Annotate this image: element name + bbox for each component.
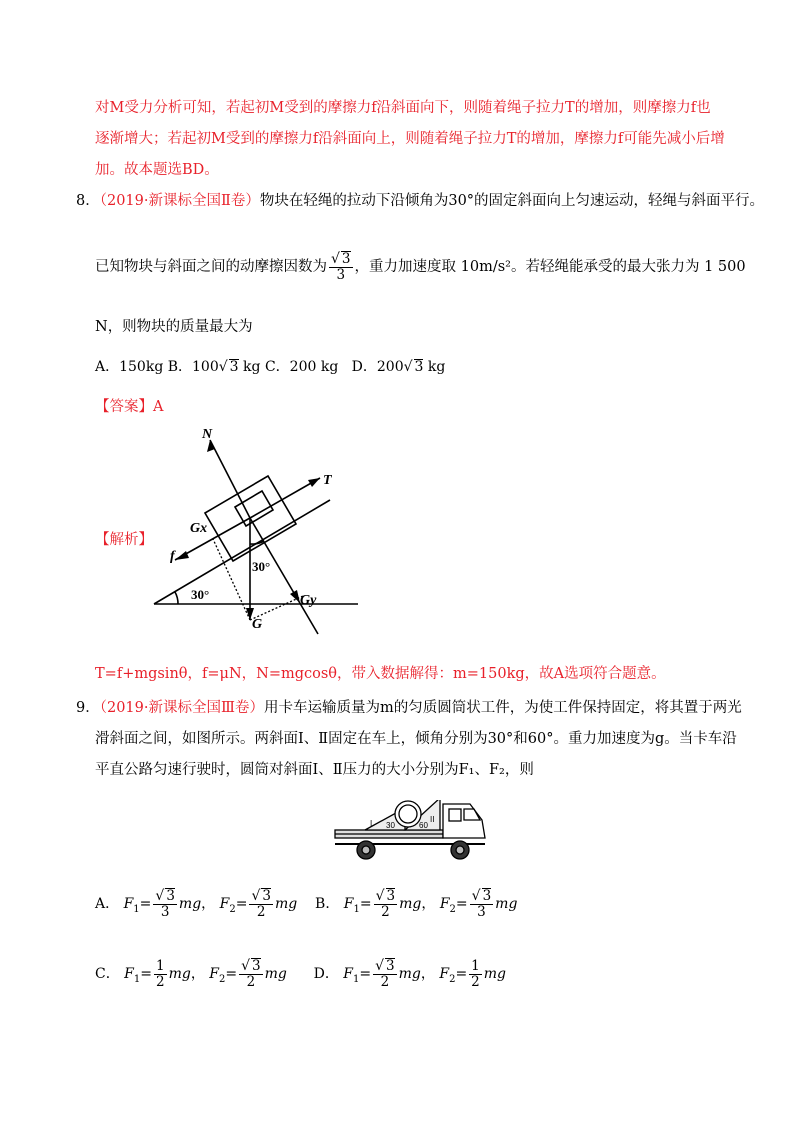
question-text: 用卡车运输质量为m的匀质圆筒状工件，为使工件保持固定，将其置于两光 bbox=[263, 700, 742, 716]
question-text: 已知物块与斜面之间的动摩擦因数为 bbox=[95, 259, 327, 275]
question-8-options bbox=[95, 356, 445, 376]
label-incline-i: I bbox=[370, 819, 373, 828]
option-a: A．150kg bbox=[95, 359, 164, 375]
question-text: 物块在轻绳的拉动下沿倾角为30°的固定斜面向上匀速运动，轻绳与斜面平行。 bbox=[259, 193, 765, 209]
answer-label: 【答案】A bbox=[95, 399, 164, 415]
tension-arrowhead bbox=[308, 478, 320, 487]
option-b: B．100√ 3 kg bbox=[167, 359, 261, 375]
option-d: D． $F_1=$ $\frac{√ 3}{2}$ mg， $F_2=$ $\frac{1}{2}$ mg bbox=[313, 957, 507, 990]
label-f: f bbox=[170, 549, 175, 564]
fraction-denominator: 3 bbox=[336, 267, 346, 283]
label-angle-60: 60 bbox=[419, 821, 428, 830]
solution-line: T=f+mgsinθ，f=μN，N=mgcosθ，带入数据解得：m=150kg，故A选项符合题意。 bbox=[95, 666, 666, 682]
prev-analysis-line3: 加。故本题选BD。 bbox=[95, 162, 219, 178]
friction-arrowhead bbox=[175, 551, 189, 560]
question-9-options-cd bbox=[95, 958, 506, 990]
analysis-label: 【解析】 bbox=[95, 532, 153, 548]
question-source: （2019·新课标全国Ⅲ卷） bbox=[99, 700, 264, 716]
label-n: N bbox=[202, 427, 213, 442]
question-9-line1 bbox=[76, 698, 742, 718]
question-9-line2: 滑斜面之间，如图所示。两斜面Ⅰ、Ⅱ固定在车上，倾角分别为30°和60°。重力加速度为g。当卡车沿 bbox=[95, 731, 737, 747]
question-number: 9． bbox=[76, 700, 100, 716]
label-angle-30: 30 bbox=[386, 821, 395, 830]
incline-line bbox=[154, 500, 330, 604]
label-angle-gravity: 30° bbox=[252, 559, 271, 574]
label-g: G bbox=[252, 617, 263, 632]
angle-arc-incline bbox=[175, 592, 178, 604]
label-incline-ii: II bbox=[430, 815, 435, 824]
option-b: B． $F_1=$ $\frac{√ 3}{2}$ mg， $F_2=$ $\frac{√ 3}{3}$ mg bbox=[315, 888, 518, 920]
prev-analysis-line1: 对M受力分析可知，若起初M受到的摩擦力f沿斜面向下，则随着绳子拉力T的增加，则摩擦力f也 bbox=[95, 100, 711, 116]
question-9-line3: 平直公路匀速行驶时，圆筒对斜面Ⅰ、Ⅱ压力的大小分别为F₁、F₂，则 bbox=[95, 762, 534, 778]
option-d: D．200√ 3 kg bbox=[351, 359, 446, 375]
fraction-sqrt3-over-3: $\frac{√ 3}{3}$ bbox=[331, 251, 351, 283]
prev-analysis-line2: 逐渐增大；若起初M受到的摩擦力f沿斜面向上，则随着绳子拉力T的增加，摩擦力f可能先减小后增 bbox=[95, 131, 725, 147]
label-gx: Gx bbox=[190, 521, 208, 536]
question-number: 8． bbox=[76, 193, 100, 209]
question-text: ，重力加速度取 10m/s²。若轻绳能承受的最大张力为 1 500 bbox=[354, 259, 746, 275]
force-diagram bbox=[140, 420, 380, 645]
label-t: T bbox=[323, 473, 332, 488]
label-gy: Gy bbox=[300, 593, 317, 608]
truck-illustration bbox=[330, 800, 490, 866]
question-8-line3: N，则物块的质量最大为 bbox=[95, 319, 253, 335]
question-8-line1 bbox=[76, 191, 764, 211]
question-source: （2019·新课标全国Ⅱ卷） bbox=[99, 193, 260, 209]
fraction-numerator: 3 bbox=[341, 251, 351, 267]
option-c: C．200 kg bbox=[264, 359, 339, 375]
question-9-options-ab bbox=[95, 888, 517, 920]
option-c: C． $F_1=$ $\frac{1}{2}$ mg， $F_2=$ $\frac{√ 3}{2}$ mg bbox=[95, 957, 287, 990]
option-a: A． $F_1=$ $\frac{√ 3}{3}$ mg， $F_2=$ $\frac{√ 3}{2}$ mg bbox=[95, 888, 298, 920]
label-angle-incline: 30° bbox=[191, 587, 210, 602]
question-8-line2 bbox=[95, 251, 746, 283]
